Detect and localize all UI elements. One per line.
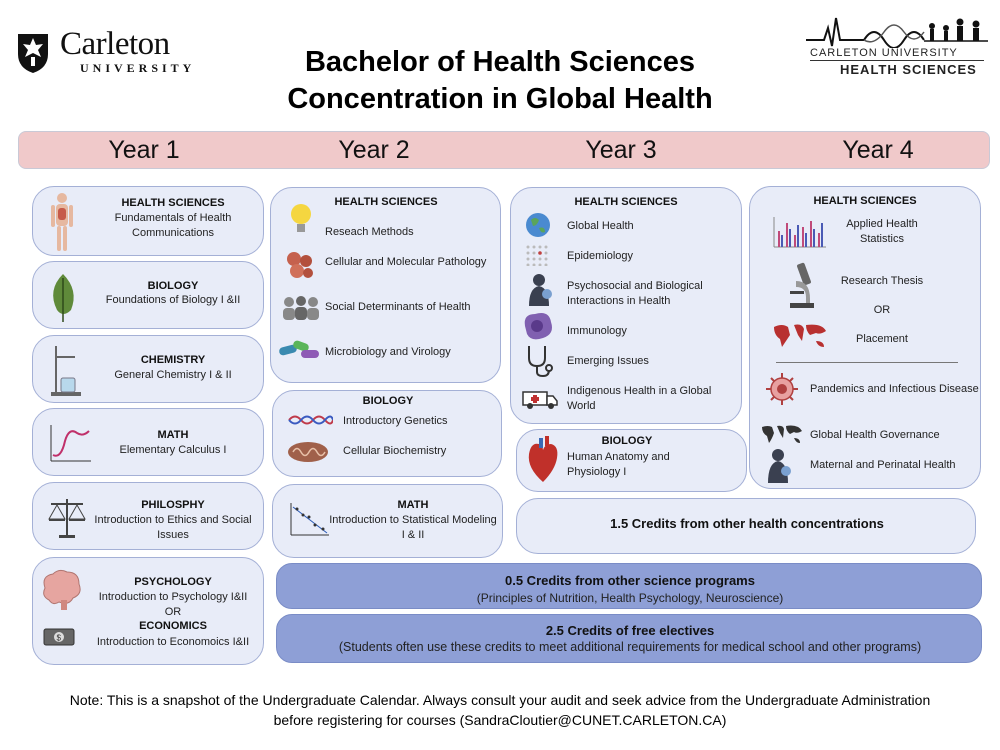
lightbulb-icon [289, 202, 313, 238]
year2-course-research: Reseach Methods [325, 226, 414, 238]
year1-biology-course: Foundations of Biology I &II [105, 294, 241, 306]
dna-icon [287, 413, 333, 427]
year-3-label: Year 3 [585, 136, 657, 164]
health-sciences-logo [804, 14, 990, 78]
university-subtitle: UNIVERSITY [80, 61, 196, 75]
year2-health-category: HEALTH SCIENCES [334, 196, 438, 208]
scatter-plot-icon [287, 501, 331, 541]
section-divider [776, 362, 958, 363]
year3-course-global-health: Global Health [567, 220, 634, 232]
year2-biology-box [272, 390, 502, 477]
logo-university-label: CARLETON UNIVERSITY [810, 47, 958, 59]
balance-scale-icon [47, 495, 87, 539]
year1-philosophy-course: Introduction to Ethics and Social Issues [94, 514, 252, 541]
year1-health-course: Fundamentals of Health Communications [114, 212, 232, 239]
title-line-1: Bachelor of Health Sciences [304, 46, 696, 78]
function-graph-icon [47, 423, 93, 465]
year3-course-psychosocial: Psychosocial and Biological Interactions in Health [567, 280, 703, 307]
year3-course-immunology: Immunology [567, 325, 627, 337]
year4-course-governance: Global Health Governance [810, 429, 940, 441]
year-1-label: Year 1 [108, 136, 180, 164]
year3-health-category: HEALTH SCIENCES [574, 196, 678, 208]
year1-economics-category: ECONOMICS [139, 620, 207, 632]
year3-biology-course: Human Anatomy and Physiology I [567, 451, 670, 478]
year1-math-category: MATH [157, 429, 189, 441]
year4-course-statistics: Applied Health Statistics [846, 218, 918, 245]
mother-child-icon [525, 272, 557, 306]
note-line-2: before registering for courses (SandraCloutier@CUNET.CARLETON.CA) [273, 712, 727, 728]
microscope-icon [786, 261, 818, 309]
year1-chemistry-box [32, 335, 264, 403]
health-concentrations-credits-box [516, 498, 976, 554]
leaf-icon [47, 272, 79, 324]
year3-course-indigenous: Indigenous Health in a Global World [567, 385, 712, 412]
science-credits-title: 0.5 Credits from other science programs [505, 573, 755, 588]
year1-math-box [32, 408, 264, 476]
globe-icon [525, 212, 551, 238]
science-programs-credits-box [276, 563, 982, 609]
title-line-2: Concentration in Global Health [287, 83, 713, 115]
world-map-red-icon [770, 321, 830, 349]
virus-icon [764, 371, 800, 407]
dot-grid-icon [525, 244, 551, 266]
year1-psychology-course: Introduction to Psychology I&II [98, 591, 248, 603]
year1-biology-category: BIOLOGY [147, 280, 199, 292]
money-icon [43, 628, 75, 646]
page-title [200, 44, 800, 118]
note-line-1: Note: This is a snapshot of the Undergraduate Calendar. Always consult your audit and seek advice from the Undergraduate Administration [69, 692, 931, 708]
year1-psychology-category: PSYCHOLOGY [134, 576, 212, 588]
lab-stand-icon [49, 342, 83, 398]
year-2-label: Year 2 [338, 136, 410, 164]
year1-health-category: HEALTH SCIENCES [121, 197, 225, 209]
health-concentrations-credits-label: 1.5 Credits from other health concentrations [610, 516, 884, 531]
people-group-icon [281, 295, 321, 321]
year1-economics-course: Introduction to Economoics I&II [96, 636, 250, 648]
brain-icon [39, 568, 83, 612]
year2-course-social: Social Determinants of Health [325, 301, 471, 313]
carleton-crest-icon [16, 30, 50, 74]
year4-health-box [749, 186, 981, 489]
year2-biology-category: BIOLOGY [362, 395, 414, 407]
year2-math-category: MATH [397, 499, 429, 511]
university-name: Carleton [60, 26, 170, 62]
heart-icon [525, 436, 561, 486]
year4-course-thesis: Research Thesis [840, 275, 924, 287]
year4-course-placement: Placement [856, 333, 908, 345]
footer-note [20, 690, 980, 730]
electives-credits-title: 2.5 Credits of free electives [545, 623, 715, 638]
carleton-logo [16, 28, 196, 76]
world-map-icon [760, 423, 804, 445]
year4-or-label: OR [873, 304, 891, 316]
year3-health-box [510, 187, 742, 424]
year3-biology-box [516, 429, 747, 492]
ambulance-icon [521, 388, 559, 410]
cells-icon [285, 250, 315, 280]
year4-course-maternal: Maternal and Perinatal Health [810, 459, 956, 471]
bar-chart-icon [772, 213, 828, 251]
year1-philosophy-box [32, 482, 264, 550]
year2-course-biochemistry: Cellular Biochemistry [343, 445, 447, 457]
year3-course-emerging: Emerging Issues [567, 355, 649, 367]
free-electives-credits-box [276, 614, 982, 663]
science-credits-subtitle: (Principles of Nutrition, Health Psychology, Neuroscience) [476, 591, 784, 605]
svg-text:$: $ [56, 633, 61, 643]
year1-psych-box [32, 557, 264, 665]
year1-philosophy-category: PHILOSPHY [141, 499, 205, 511]
maternal-icon [764, 447, 796, 483]
logo-health-sciences-label: HEALTH SCIENCES [840, 62, 977, 77]
year1-chemistry-category: CHEMISTRY [140, 354, 206, 366]
human-body-icon [45, 191, 79, 253]
year1-math-course: Elementary Calculus I [119, 444, 227, 456]
year1-chemistry-course: General Chemistry I & II [114, 369, 232, 381]
year1-or-label: OR [164, 606, 182, 618]
stethoscope-icon [523, 344, 555, 378]
mitochondria-icon [287, 441, 329, 463]
immune-cell-icon [521, 310, 555, 342]
year1-biology-box [32, 261, 264, 329]
year3-course-epidemiology: Epidemiology [567, 250, 634, 262]
year4-course-pandemics: Pandemics and Infectious Disease [810, 383, 979, 395]
year3-biology-category: BIOLOGY [601, 435, 653, 447]
electives-credits-subtitle: (Students often use these credits to meet additional requirements for medical school and other programs) [338, 640, 922, 654]
year2-math-box [272, 484, 503, 558]
year2-math-course: Introduction to Statistical Modeling I & II [329, 514, 497, 541]
heartbeat-dna-icon [804, 14, 990, 48]
year-4-label: Year 4 [842, 136, 914, 164]
year2-course-genetics: Introductory Genetics [343, 415, 448, 427]
year4-health-category: HEALTH SCIENCES [813, 195, 917, 207]
year1-health-box [32, 186, 264, 256]
year2-course-microbiology: Microbiology and Virology [325, 346, 451, 358]
year2-course-pathology: Cellular and Molecular Pathology [325, 256, 487, 268]
microbes-icon [277, 338, 321, 362]
year2-health-box [270, 187, 501, 383]
